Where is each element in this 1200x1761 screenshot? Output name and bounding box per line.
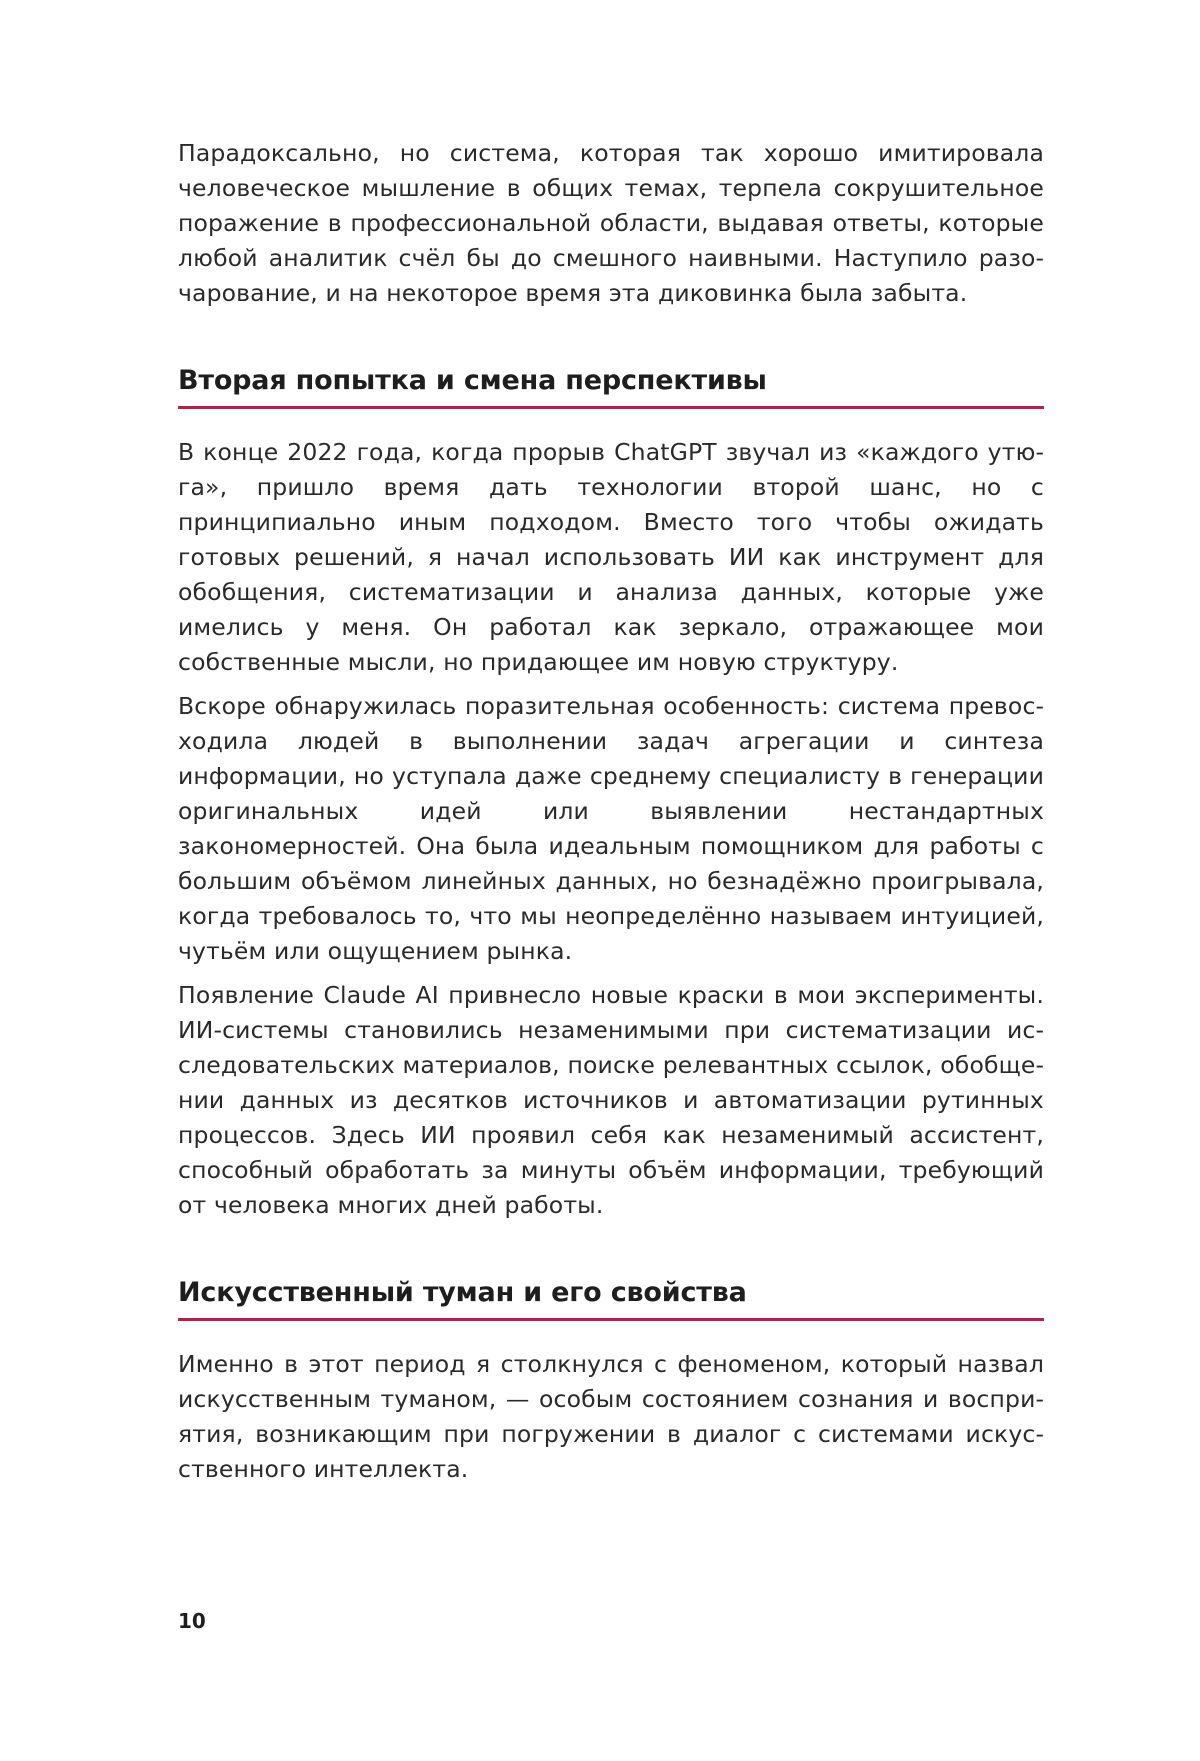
section-body [178, 1347, 1044, 1487]
body-paragraph: Появление Claude AI привнесло новые краски в мои эксперименты. ИИ-системы становились незаменимыми при систематизации исследовательских материалов, поиске релевантных ссылок, обобщении данных из десятков источников и автоматизации рутинных процессов. Здесь ИИ проявил себя как незаменимый ассистент, способный обработать за минуты объём информации, требующий от человека многих дней работы. [178, 981, 1044, 1219]
section-body [178, 435, 1044, 1223]
section-artificial-fog [178, 1275, 1044, 1487]
body-paragraph: Именно в этот период я столкнулся с феноменом, который назвал искусственным туманом, — особым состоянием сознания и восприятия, возникающим при погружении в диалог с системами искусственного интеллекта. [178, 1350, 1044, 1483]
body-paragraph: В конце 2022 года, когда прорыв ChatGPT звучал из «каждого утюга», пришло время дать технологии второй шанс, но с принципиально иным подходом. Вместо того чтобы ожидать готовых решений, я начал использовать ИИ как инструмент для обобщения, систематизации и анализа данных, которые уже имелись у меня. Он работал как зеркало, отражающее мои собственные мысли, но придающее им новую структуру. [178, 438, 1044, 676]
section-heading: Вторая попытка и смена перспективы [178, 363, 1044, 409]
section-heading: Искусственный туман и его свойства [178, 1275, 1044, 1321]
intro-block [178, 136, 1044, 311]
body-paragraph: Вскоре обнаружилась поразительная особенность: система превосходила людей в выполнении задач агрегации и синтеза информации, но уступала даже среднему специалисту в генерации оригинальных идей или выявлении нестандартных закономерностей. Она была идеальным помощником для работы с большим объёмом линейных данных, но безнадёжно проигрывала, когда требовалось то, что мы неопределённо называем интуицией, чутьём или ощущением рынка. [178, 692, 1044, 965]
section-second-attempt [178, 363, 1044, 1223]
body-paragraph: Парадоксально, но система, которая так хорошо имитировала человеческое мышление в общих темах, терпела сокрушительное поражение в профессиональной области, выдавая ответы, которые любой аналитик счёл бы до смешного наивными. Наступило разочарование, и на некоторое время эта диковинка была забыта. [178, 139, 1044, 307]
text-column [178, 136, 1044, 1487]
page-number: 10 [178, 1609, 206, 1633]
